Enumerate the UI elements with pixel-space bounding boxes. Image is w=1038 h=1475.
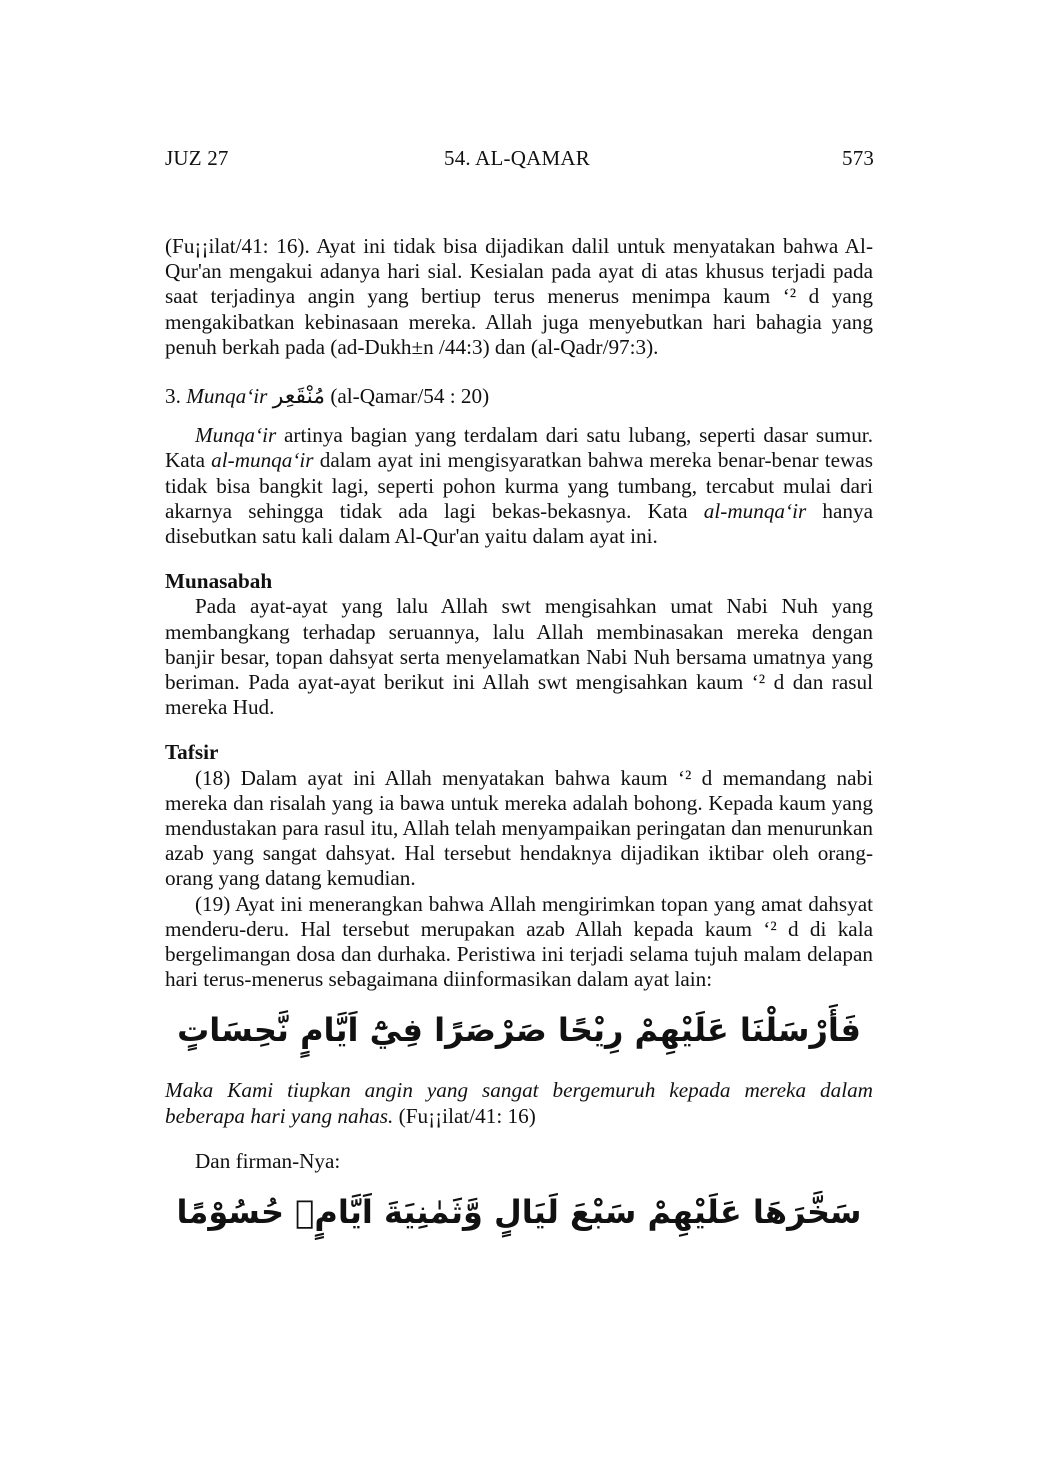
header-surah: 54. AL-QAMAR [444, 146, 590, 170]
term-item-munqair [165, 384, 873, 409]
term-reference: (al-Qamar/54 : 20) [330, 384, 490, 409]
page-body [165, 234, 873, 1246]
term-arabic: مُنْقَعِر [272, 384, 326, 410]
arabic-verse-haqqah: سَخَّرَهَا عَلَيْهِمْ سَبْعَ لَيَالٍ وَّثَمٰنِيَةَ اَيَّامٍۙ حُسُوْمًا [176, 1193, 862, 1232]
term-al-munqair: al-munqa‘ir [211, 448, 314, 473]
translation-reference: (Fu¡¡ilat/41: 16) [393, 1103, 536, 1128]
firman-intro: Dan firman-Nya: [195, 1148, 341, 1173]
heading-munasabah: Munasabah [165, 569, 273, 594]
paragraph-munasabah: Pada ayat-ayat yang lalu Allah swt mengisahkan umat Nabi Nuh yang membangkang terhadap seruannya, lalu Allah membinasakan mereka dengan banjir besar, topan dahsyat serta menyelamatkan Nabi Nuh bersama umatnya yang beriman. Pada ayat-ayat berikut ini Allah swt mengisahkan kaum ‘² d dan rasul mereka Hud. [165, 594, 873, 720]
item-number: 3. [165, 384, 181, 409]
paragraph-tafsir-18: (18) Dalam ayat ini Allah menyatakan bahwa kaum ‘² d memandang nabi mereka dan risalah yang ia bawa untuk mereka adalah bohong. Kepada kaum yang mendustakan para rasul itu, Allah telah menyampaikan peringatan dan menurunkan azab yang sangat dahsyat. Hal tersebut hendaknya dijadikan iktibar oleh orang-orang yang datang kemudian. [165, 765, 873, 891]
paragraph-intro: (Fu¡¡ilat/41: 16). Ayat ini tidak bisa dijadikan dalil untuk menyatakan bahwa Al-Qur'an mengakui adanya hari sial. Kesialan pada ayat di atas khusus terjadi pada saat terjadinya angin yang bertiup terus menerus menimpa kaum ‘² d yang mengakibatkan kebinasaan mereka. Allah juga menyebutkan hari bahagia yang penuh berkah pada (ad-Dukh±n /44:3) dan (al-Qadr/97:3). [165, 234, 873, 359]
text-span: artinya bagian yang terdalam dari satu lubang, seperti dasar sumur. Kata [165, 423, 873, 473]
text-span: hanya disebutkan satu kali dalam Al-Qur'an yaitu dalam ayat ini. [165, 498, 874, 549]
term-transliteration: Munqa‘ir [186, 384, 268, 409]
header-juz: JUZ 27 [165, 146, 229, 170]
term-munqair: Munqa‘ir [195, 423, 277, 448]
page-number: 573 [842, 146, 875, 170]
heading-tafsir: Tafsir [165, 740, 219, 765]
translation-text: Maka Kami tiupkan angin yang sangat bergemuruh kepada mereka dalam beberapa hari yang nahas. [165, 1078, 873, 1128]
text-span: dalam ayat ini mengisyaratkan bahwa mereka benar-benar tewas tidak bisa bangkit lagi, seperti pohon kurma yang tumbang, tercabut mulai dari akarnya sehingga tidak ada lagi bekas-bekasnya. Kata [165, 448, 873, 523]
arabic-verse-fussilat: فَأَرْسَلْنَا عَلَيْهِمْ رِيْحًا صَرْصَرًا فِيْٓ اَيَّامٍ نَّحِسَاتٍ [177, 1011, 861, 1050]
paragraph-tafsir-19: (19) Ayat ini menerangkan bahwa Allah mengirimkan topan yang amat dahsyat menderu-deru. Hal tersebut merupakan azab Allah kepada kaum ‘² d di kala bergelimangan dosa dan durhaka. Peristiwa ini terjadi selama tujuh malam delapan hari terus-menerus sebagaimana diinformasikan dalam ayat lain: [165, 891, 873, 992]
term-al-munqair: al-munqa‘ir [703, 498, 807, 523]
verse-translation [165, 1078, 873, 1128]
paragraph-munqair [165, 423, 873, 549]
